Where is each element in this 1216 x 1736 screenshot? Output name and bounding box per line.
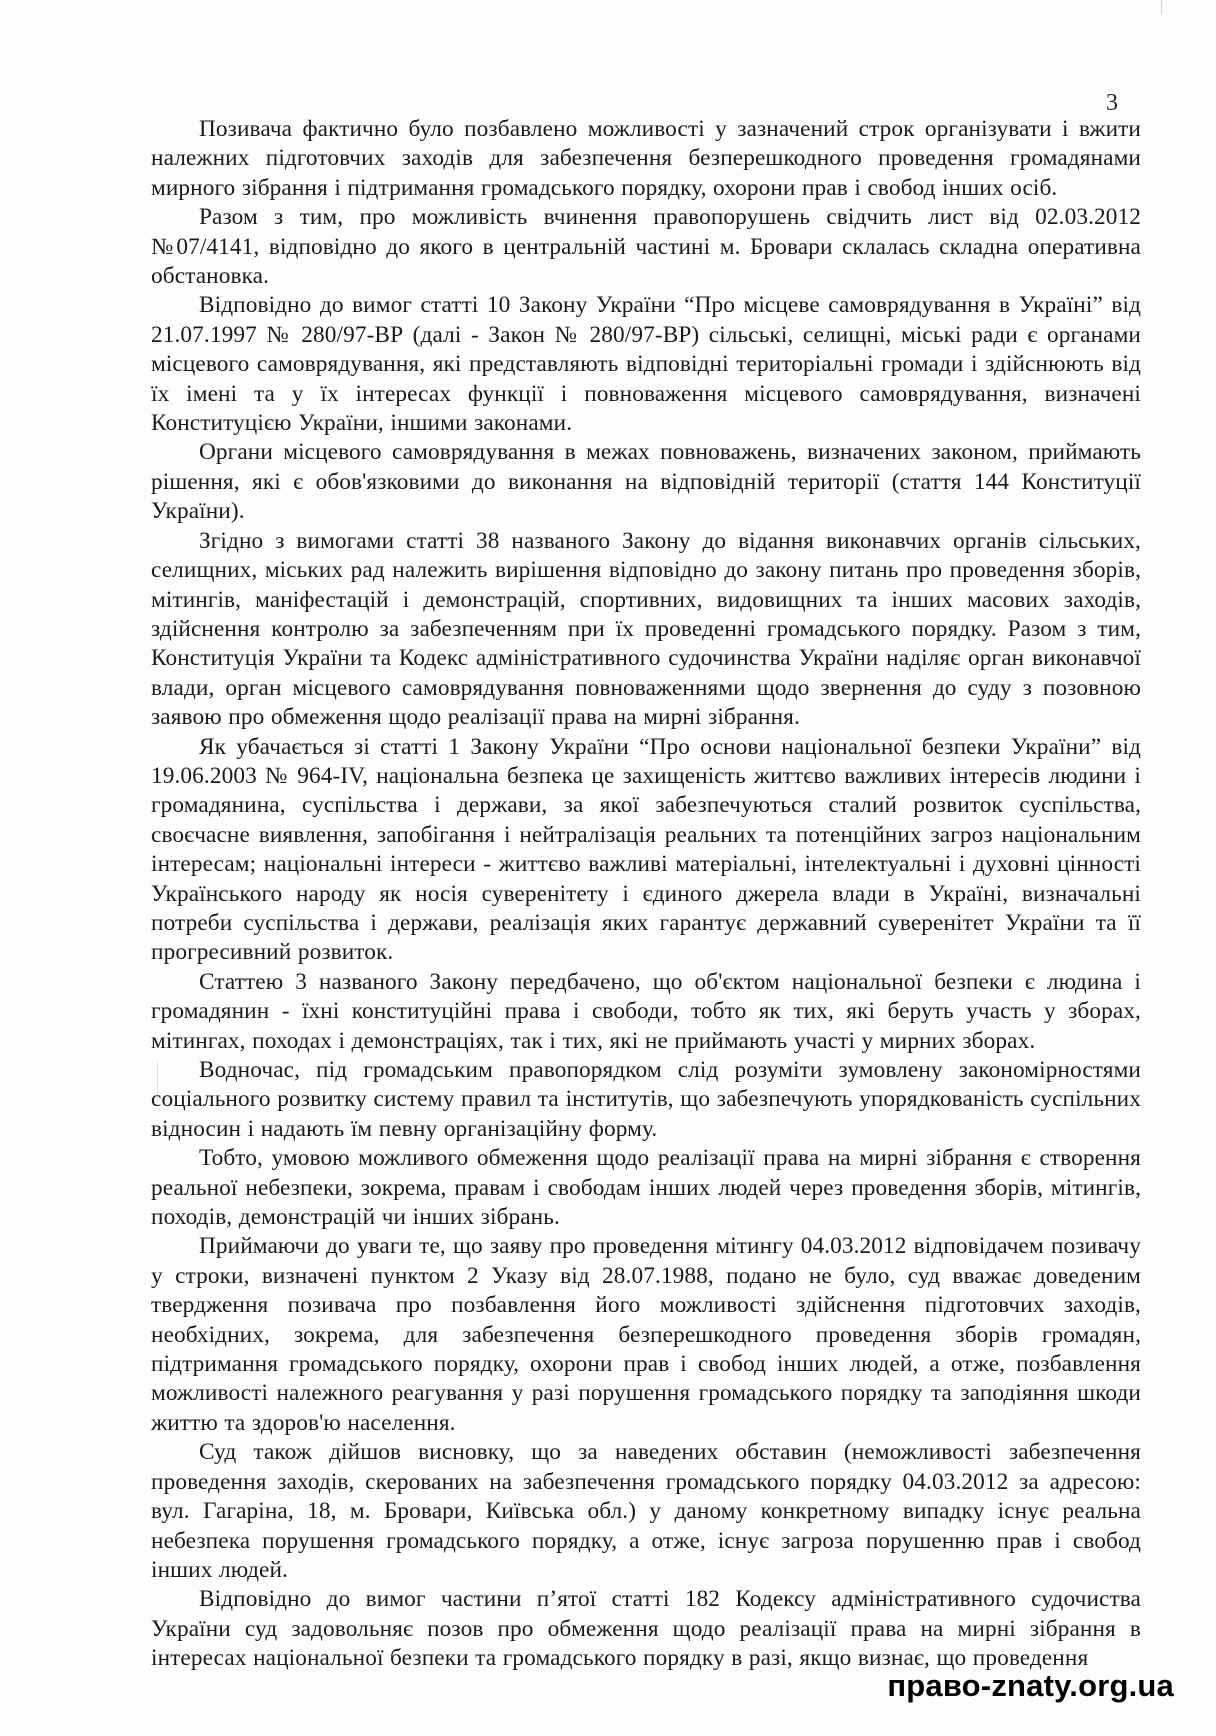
paragraph: Приймаючи до уваги те, що заяву про проведення мітингу 04.03.2012 відповідачем позивачу у строки, визначені пунктом 2 Указу від 28.07.1988, подано не було, суд вважає доведеним твердження позивача про позбавлення його можливості здійснення підготовчих заходів, необхідних, зокрема, для забезпечення безперешкодного проведення зборів громадян, підтримання громадського порядку, охорони прав і свобод інших людей, а отже, позбавлення можливості належного реагування у разі порушення громадського порядку та заподіяння шкоди життю та здоров'ю населення. — [151, 1233, 1141, 1436]
document-body — [151, 115, 1141, 1674]
website-watermark: право-znaty.org.ua — [887, 1668, 1174, 1703]
paragraph: Водночас, під громадським правопорядком слід розуміти зумовлену закономірностями соціального розвитку систему правил та інститутів, що забезпечують упорядкованість суспільних відносин і надають їм певну організаційну форму. — [151, 1057, 1141, 1142]
scan-edge-mark — [1161, 0, 1162, 14]
paragraph: Відповідно до вимог статті 10 Закону України “Про місцеве самоврядування в Україні” від 21.07.1997 № 280/97-ВР (далі - Закон № 280/97-ВР) сільські, селищні, міські ради є органами місцевого самоврядування, які представляють відповідні територіальні громади і здійснюють від їх імені та у їх інтересах функції і повноваження місцевого самоврядування, визначені Конституцією України, іншими законами. — [151, 292, 1141, 437]
paragraph: Разом з тим, про можливість вчинення правопорушень свідчить лист від 02.03.2012 №07/4141, відповідно до якого в центральній частині м. Бровари склалась складна оперативна обстановка. — [151, 204, 1141, 290]
paragraph: Відповідно до вимог частини п’ятої статті 182 Кодексу адміністративного судочиства України суд задовольняє позов про обмеження щодо реалізації права на мирні зібрання в інтересах національної безпеки та громадського порядку в разі, якщо визнає, що проведення — [151, 1586, 1141, 1672]
paragraph: Органи місцевого самоврядування в межах повноважень, визначених законом, приймають рішення, які є обов'язковими до виконання на відповідній території (стаття 144 Конституції України). — [151, 439, 1141, 525]
paragraph: Статтею 3 названого Закону передбачено, що об'єктом національної безпеки є людина і громадянин - їхні конституційні права і свободи, тобто як тих, які беруть участь у зборах, мітингах, походах і демонстраціях, так і тих, які не приймають участі у мирних зборах. — [151, 968, 1141, 1054]
paragraph: Тобто, умовою можливого обмеження щодо реалізації права на мирні зібрання є створення реальної небезпеки, зокрема, правам і свободам інших людей через проведення зборів, мітингів, походів, демонстрацій чи інших зібрань. — [151, 1145, 1141, 1231]
page-number: 3 — [1106, 90, 1118, 116]
paragraph: Суд також дійшов висновку, що за наведених обставин (неможливості забезпечення проведення заходів, скерованих на забезпечення громадського порядку 04.03.2012 за адресою: вул. Гагаріна, 18, м. Бровари, Київська обл.) у даному конкретному випадку існує реальна небезпека порушення громадського порядку, а отже, існує загроза порушенню прав і свобод інших людей. — [151, 1439, 1141, 1583]
paragraph: Позивача фактично було позбавлено можливості у зазначений строк організувати і вжити належних підготовчих заходів для забезпечення безперешкодного проведення громадянами мирного зібрання і підтримання громадського порядку, охорони прав і свобод інших осіб. — [151, 116, 1141, 201]
paragraph: Згідно з вимогами статті 38 названого Закону до відання виконавчих органів сільських, селищних, міських рад належить вирішення відповідно до закону питань про проведення зборів, мітингів, маніфестацій і демонстрацій, спортивних, видовищних та інших масових заходів, здійснення контролю за забезпеченням при їх проведенні громадського порядку. Разом з тим, Конституція України та Кодекс адміністративного судочинства України наділяє орган виконавчої влади, орган місцевого самоврядування повноваженнями щодо звернення до суду з позовною заявою про обмеження щодо реалізації права на мирні зібрання. — [151, 527, 1141, 731]
paragraph: Як убачається зі статті 1 Закону України “Про основи національної безпеки України” від 19.06.2003 № 964-IV, національна безпека це захищеність життєво важливих інтересів людини і громадянина, суспільства і держави, за якої забезпечуються сталий розвиток суспільства, своєчасне виявлення, запобігання і нейтралізація реальних та потенційних загроз національним інтересам; національні інтереси - життєво важливі матеріальні, інтелектуальні і духовні цінності Українського народу як носія суверенітету і єдиного джерела влади в Україні, визначальні потреби суспільства і держави, реалізація яких гарантує державний суверенітет України та її прогресивний розвиток. — [151, 733, 1141, 966]
